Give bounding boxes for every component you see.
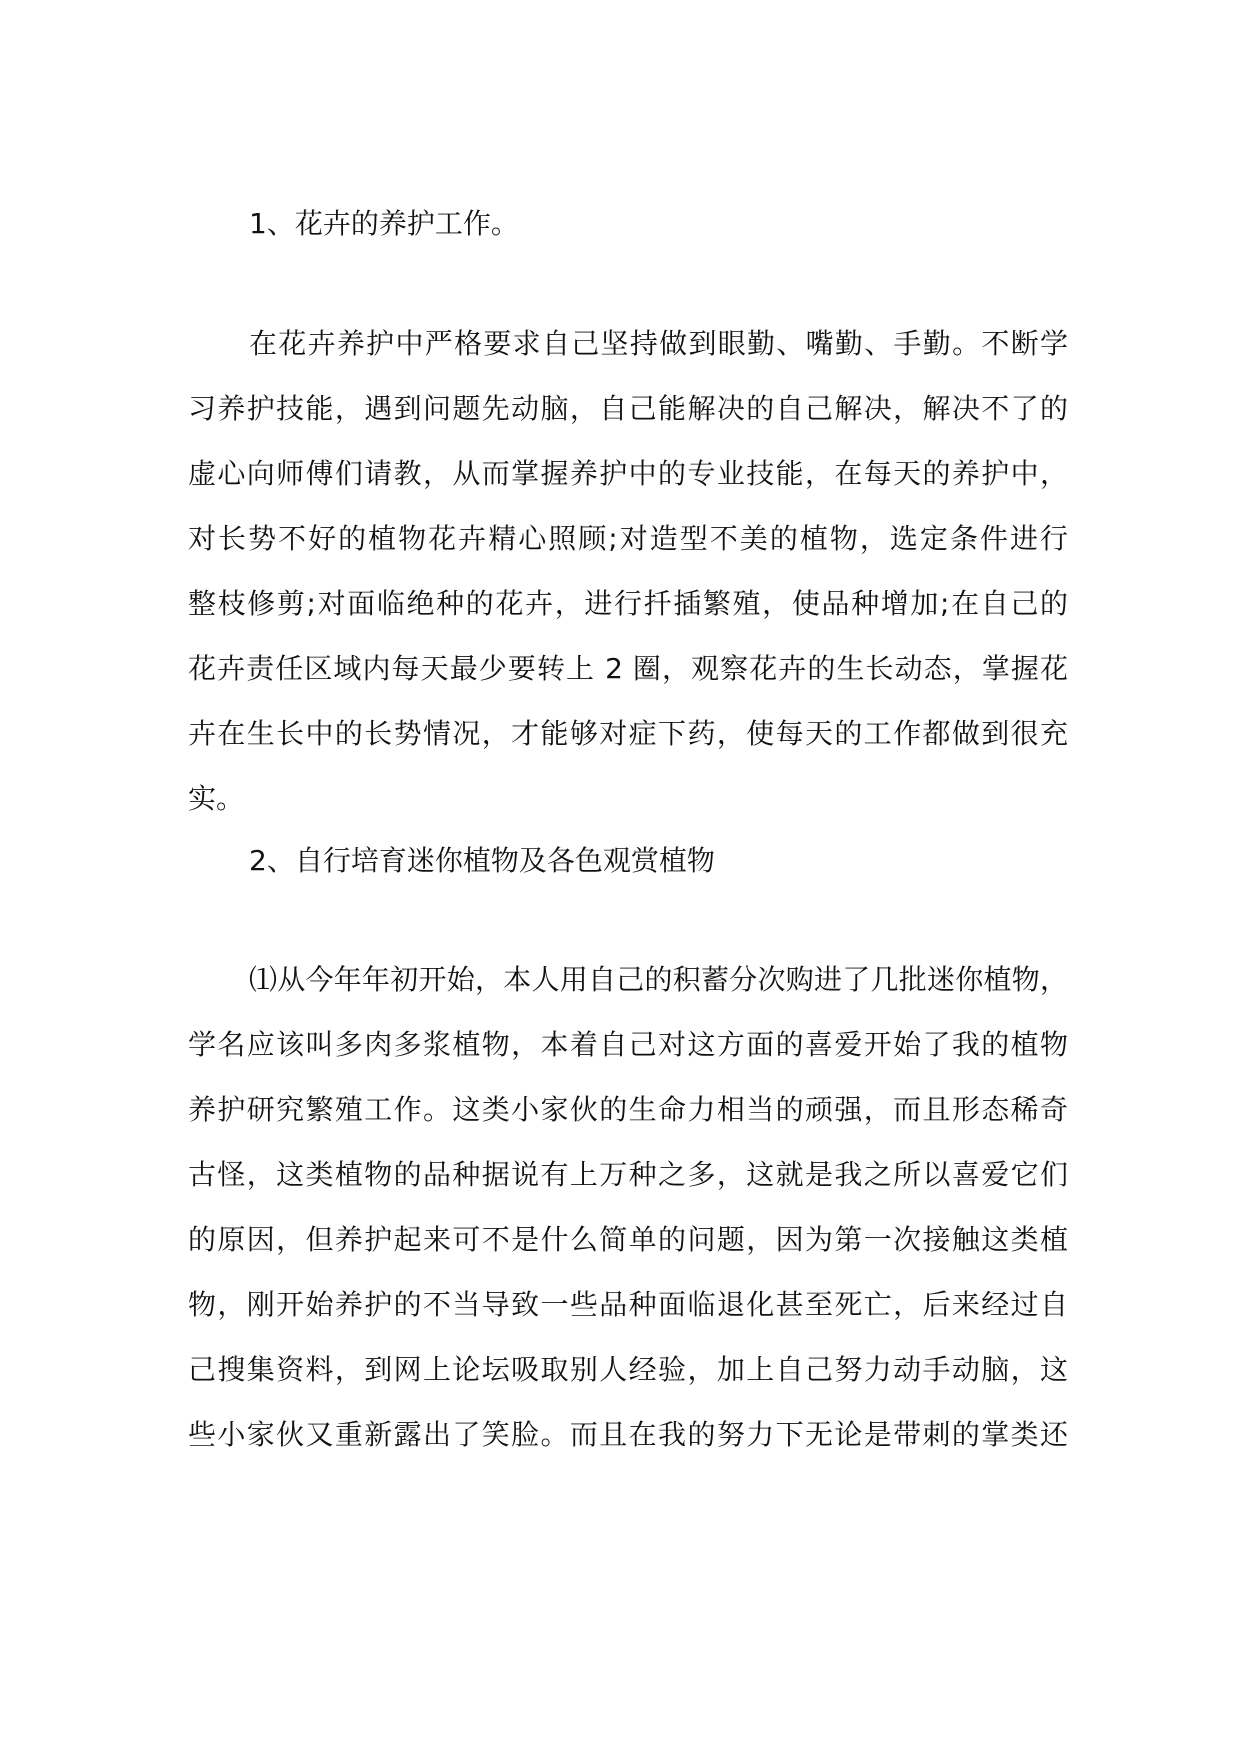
- paragraph-line: ⑴从今年年初开始，本人用自己的积蓄分次购进了几批迷你植物，: [249, 963, 1068, 996]
- paragraph-line: 卉在生长中的长势情况，才能够对症下药，使每天的工作都做到很充: [188, 717, 1068, 750]
- section-1-heading: 1、花卉的养护工作。: [249, 207, 519, 240]
- paragraph-line: 花卉责任区域内每天最少要转上 2 圈，观察花卉的生长动态，掌握花: [188, 652, 1068, 685]
- section-2-heading: 2、自行培育迷你植物及各色观赏植物: [249, 844, 715, 877]
- section-2-paragraph: [188, 947, 1068, 1467]
- section-1-paragraph: [188, 311, 1068, 831]
- paragraph-line: 对长势不好的植物花卉精心照顾;对造型不美的植物，选定条件进行: [188, 522, 1068, 555]
- paragraph-line: 的原因，但养护起来可不是什么简单的问题，因为第一次接触这类植: [188, 1223, 1068, 1256]
- paragraph-line: 在花卉养护中严格要求自己坚持做到眼勤、嘴勤、手勤。不断学: [249, 327, 1068, 360]
- paragraph-line: 习养护技能，遇到问题先动脑，自己能解决的自己解决，解决不了的: [188, 392, 1068, 425]
- paragraph-line: 整枝修剪;对面临绝种的花卉，进行扦插繁殖，使品种增加;在自己的: [188, 587, 1068, 620]
- paragraph-line: 虚心向师傅们请教，从而掌握养护中的专业技能，在每天的养护中，: [188, 457, 1068, 490]
- paragraph-line: 己搜集资料，到网上论坛吸取别人经验，加上自己努力动手动脑，这: [188, 1353, 1068, 1386]
- paragraph-line: 些小家伙又重新露出了笑脸。而且在我的努力下无论是带刺的掌类还: [188, 1418, 1068, 1451]
- paragraph-line: 实。: [188, 782, 245, 815]
- paragraph-line: 物，刚开始养护的不当导致一些品种面临退化甚至死亡，后来经过自: [188, 1288, 1068, 1321]
- paragraph-line: 古怪，这类植物的品种据说有上万种之多，这就是我之所以喜爱它们: [188, 1158, 1068, 1191]
- paragraph-line: 学名应该叫多肉多浆植物，本着自己对这方面的喜爱开始了我的植物: [188, 1028, 1068, 1061]
- paragraph-line: 养护研究繁殖工作。这类小家伙的生命力相当的顽强，而且形态稀奇: [188, 1093, 1068, 1126]
